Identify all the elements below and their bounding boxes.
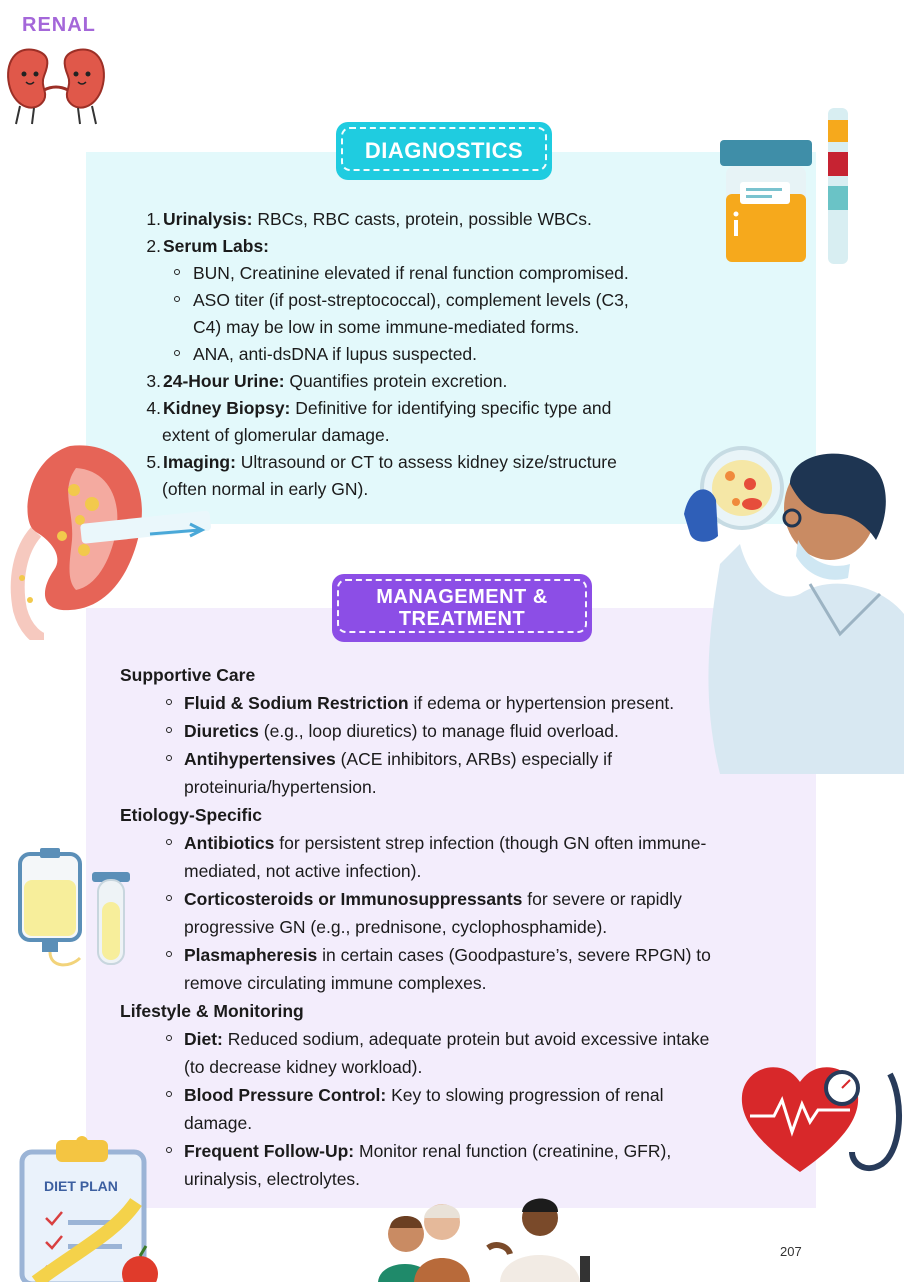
lifestyle-item-2-cont: damage.: [184, 1113, 253, 1133]
lifestyle-item-2: Blood Pressure Control: Key to slowing progression of renal: [184, 1085, 664, 1105]
bullet-icon: [166, 1035, 172, 1041]
management-title-line1: MANAGEMENT &: [376, 586, 548, 608]
bullet-icon: [174, 296, 180, 302]
lifestyle-item-3: Frequent Follow-Up: Monitor renal function (creatinine, GFR),: [184, 1141, 672, 1161]
supportive-item-2: Diuretics (e.g., loop diuretics) to manage fluid overload.: [184, 721, 619, 741]
bullet-icon: [166, 727, 172, 733]
bullet-icon: [174, 350, 180, 356]
bullet-icon: [166, 1091, 172, 1097]
management-title-badge: [332, 574, 592, 642]
etiology-item-3: Plasmapheresis in certain cases (Goodpasture’s, severe RPGN) to: [184, 945, 711, 965]
diet-plan-label: DIET PLAN: [44, 1178, 118, 1194]
lifestyle-item-1-cont: (to decrease kidney workload).: [184, 1057, 423, 1077]
serum-bullet-1: BUN, Creatinine elevated if renal function compromised.: [193, 263, 629, 283]
etiology-heading: Etiology-Specific: [120, 805, 262, 825]
page-number: 207: [780, 1244, 802, 1259]
lifestyle-heading: Lifestyle & Monitoring: [120, 1001, 304, 1021]
serum-bullet-3: ANA, anti-dsDNA if lupus suspected.: [193, 344, 478, 364]
bullet-icon: [166, 699, 172, 705]
serum-bullet-2-cont: C4) may be low in some immune-mediated forms.: [193, 317, 580, 337]
urine-sample-cup-icon: [716, 108, 856, 268]
bullet-icon: [166, 839, 172, 845]
etiology-item-3-cont: remove circulating immune complexes.: [184, 973, 487, 993]
lifestyle-item-1: Diet: Reduced sodium, adequate protein but avoid excessive intake: [184, 1029, 710, 1049]
supportive-item-3: Antihypertensives (ACE inhibitors, ARBs) especially if: [184, 749, 612, 769]
supportive-care-heading: Supportive Care: [120, 665, 256, 685]
bullet-icon: [166, 755, 172, 761]
diet-plan-clipboard-icon: [16, 1132, 160, 1282]
bullet-icon: [166, 1147, 172, 1153]
doctor-patients-icon: [370, 1188, 600, 1282]
etiology-item-2: Corticosteroids or Immunosuppressants for severe or rapidly: [184, 889, 682, 909]
diagnostics-title: DIAGNOSTICS: [341, 127, 547, 171]
supportive-item-1: Fluid & Sodium Restriction if edema or hypertension present.: [184, 693, 675, 713]
diagnostics-item-4: 4. Kidney Biopsy: Definitive for identifying specific type and: [146, 398, 612, 418]
section-tag: RENAL: [22, 14, 96, 36]
etiology-item-1-cont: mediated, not active infection).: [184, 861, 422, 881]
doctor-microscope-icon: [680, 444, 904, 774]
supportive-item-3-cont: proteinuria/hypertension.: [184, 777, 377, 797]
diagnostics-item-5: 5. Imaging: Ultrasound or CT to assess kidney size/structure: [146, 452, 617, 472]
diagnostics-item-5-cont: (often normal in early GN).: [162, 479, 369, 499]
diagnostics-item-1: 1. Urinalysis: RBCs, RBC casts, protein, possible WBCs.: [146, 209, 592, 229]
serum-bullet-2: ASO titer (if post-streptococcal), complement levels (C3,: [193, 290, 629, 310]
iv-bag-test-tube-icon: [10, 846, 136, 970]
etiology-item-2-cont: progressive GN (e.g., prednisone, cyclophosphamide).: [184, 917, 608, 937]
kidney-mascots-icon: [4, 44, 108, 128]
etiology-item-1: Antibiotics for persistent strep infection (though GN often immune-: [184, 833, 707, 853]
lifestyle-item-3-cont: urinalysis, electrolytes.: [184, 1169, 361, 1189]
bullet-icon: [174, 269, 180, 275]
heart-stethoscope-icon: [740, 1060, 904, 1180]
diagnostics-item-3: 3. 24-Hour Urine: Quantifies protein excretion.: [146, 371, 508, 391]
bullet-icon: [166, 951, 172, 957]
management-title-line2: TREATMENT: [398, 608, 526, 630]
diagnostics-title-badge: [336, 122, 552, 180]
bullet-icon: [166, 895, 172, 901]
diagnostics-item-4-cont: extent of glomerular damage.: [162, 425, 390, 445]
diagnostics-item-2: 2. Serum Labs:: [146, 236, 269, 256]
